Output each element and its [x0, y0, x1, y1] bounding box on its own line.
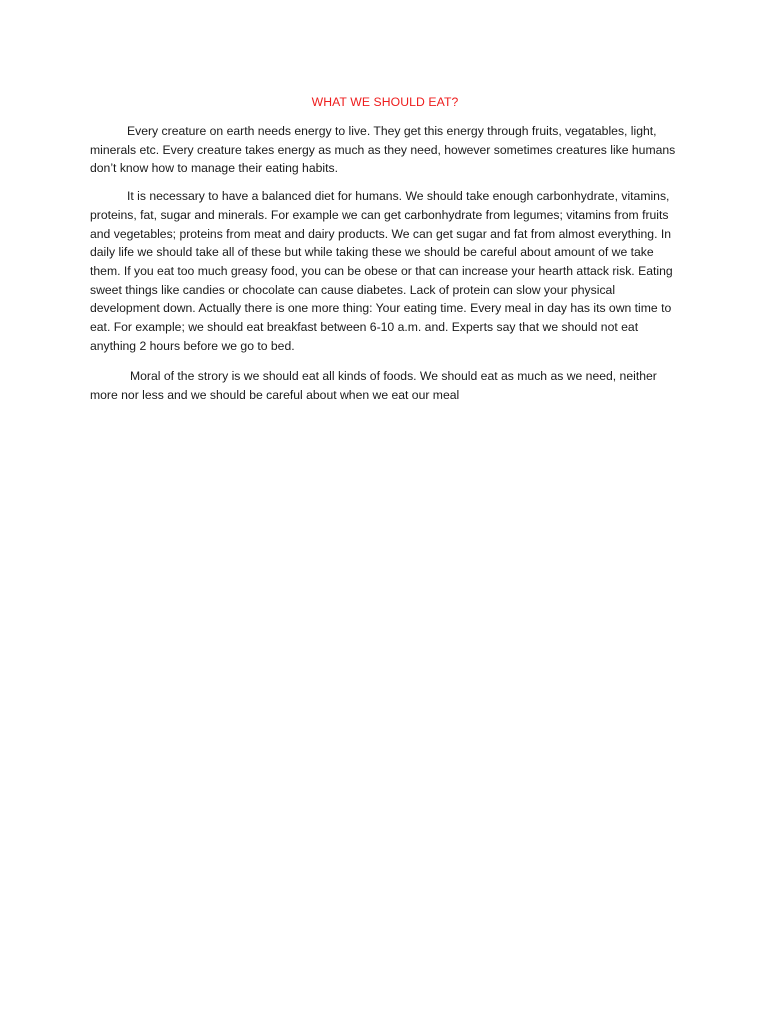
paragraph-moral: Moral of the strory is we should eat all kinds of foods. We should eat as much as we need, neither more nor less and we should be careful about when we eat our meal [90, 369, 657, 403]
paragraph-intro: Every creature on earth needs energy to live. They get this energy through fruits, vegatables, light, minerals etc. Every creature takes energy as much as they need, however sometimes creatures like humans don’t know how to manage their eating habits. [90, 124, 676, 176]
document-body [90, 94, 680, 414]
paragraph-balanced-diet: It is necessary to have a balanced diet for humans. We should take enough carbonhydrate, vitamins, proteins, fat, sugar and minerals. For example we can get carbonhydrate from legumes; vitamins from fruits and vegetables; proteins from meat and dairy products. We can get sugar and fat from almost everything. In daily life we should take all of these but while taking these we should be careful about amount of we take them. If you eat too much greasy food, you can be obese or that can increase your hearth attack risk. Eating sweet things like candies or chocolate can cause diabetes. Lack of protein can slow your physical development down. Actually there is one more thing: Your eating time. Every meal in day has its own time to eat. For example; we should eat breakfast between 6-10 a.m. and. Experts say that we should not eat anything 2 hours before we go to bed. [90, 189, 673, 353]
document-title: WHAT WE SHOULD EAT? [311, 95, 459, 109]
